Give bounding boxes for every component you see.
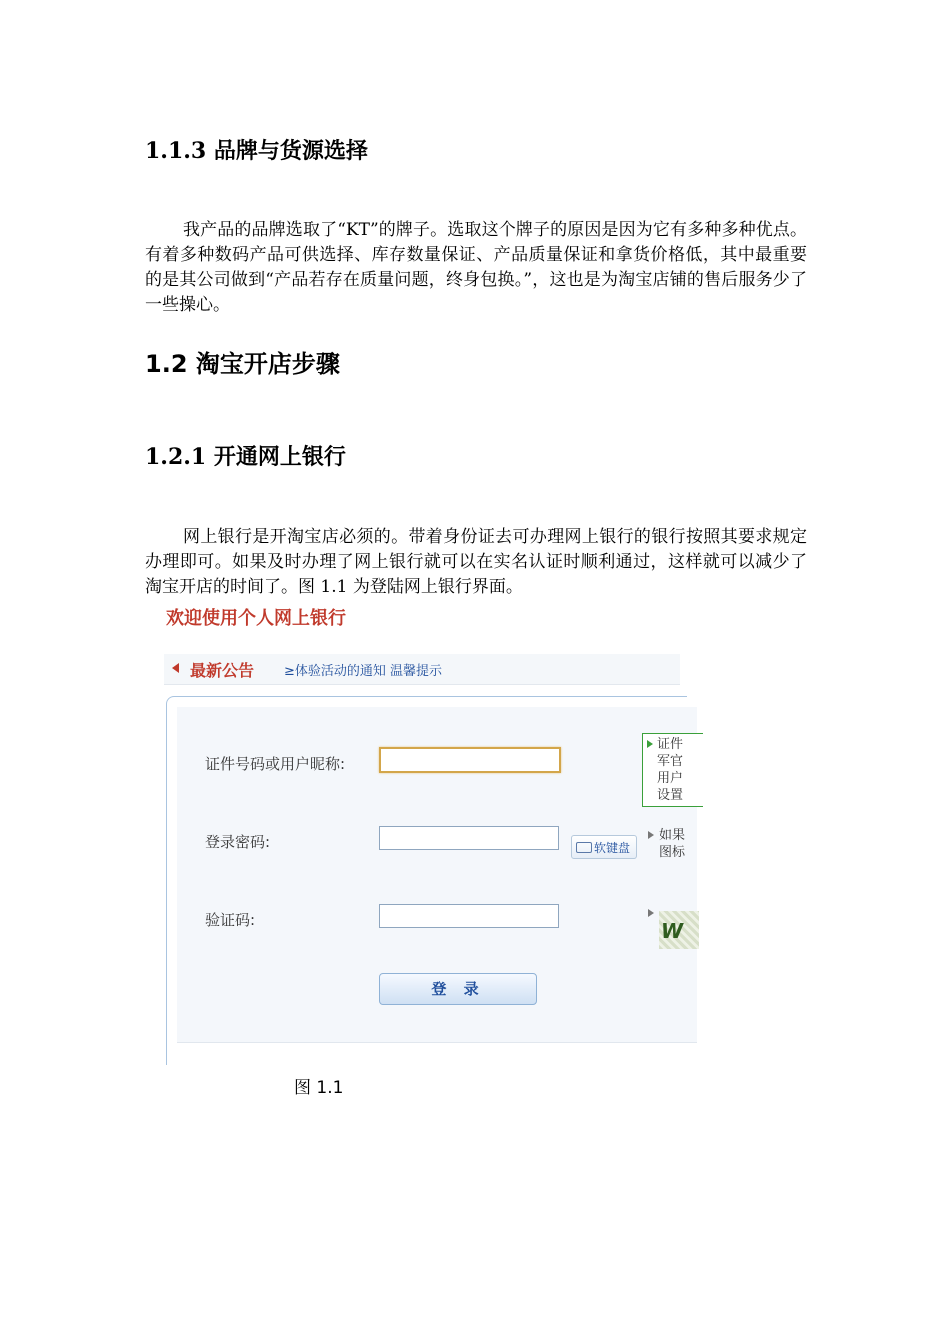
heading-1-2-1: 1.2.1 开通网上银行 [145, 444, 346, 470]
triangle-right-icon [648, 831, 654, 839]
figure-caption: 图 1.1 [294, 1078, 344, 1098]
heading-1-2: 1.2 淘宝开店步骤 [145, 350, 340, 378]
tip-box [642, 733, 703, 807]
login-panel [166, 696, 687, 1065]
keyboard-icon [576, 842, 592, 853]
notice-title: 最新公告 [190, 661, 255, 680]
paragraph-brand: 我产品的品牌选取了“KT”的牌子。选取这个牌子的原因是因为它有多种多种优点。有着多种数码产品可供选择、库存数量保证、产品质量保证和拿货价格低，其中最重要的是其公司做到“产品若存在质量问题，终身包换。”，这也是为淘宝店铺的售后服务少了一些操心。 [145, 220, 807, 315]
captcha-label: 验证码: [205, 911, 256, 929]
tip-text: 证件 军官 用户 设置 [657, 737, 684, 803]
password-label: 登录密码: [205, 833, 271, 851]
id-label: 证件号码或用户昵称: [205, 755, 346, 773]
triangle-right-icon [648, 909, 654, 917]
password-note: 如果 图标 [659, 828, 686, 860]
paragraph-online-bank: 网上银行是开淘宝店必须的。带着身份证去可办理网上银行的银行按照其要求规定办理即可。如果及时办理了网上银行就可以在实名认证时顺利通过，这样就可以减少了淘宝开店的时间了。图 1.1 为登陆网上银行界面。 [145, 527, 807, 597]
welcome-title: 欢迎使用个人网上银行 [166, 608, 346, 629]
notice-link[interactable]: ≥体验活动的通知 温馨提示 [284, 664, 443, 679]
heading-1-1-3: 1.1.3 品牌与货源选择 [145, 138, 368, 164]
triangle-left-icon [172, 663, 179, 673]
login-button[interactable]: 登 录 [379, 973, 537, 1005]
login-form [177, 707, 697, 1043]
id-input[interactable] [379, 747, 561, 773]
captcha-image[interactable]: W [659, 911, 699, 949]
triangle-right-icon [647, 740, 653, 748]
captcha-input[interactable] [379, 904, 559, 928]
notice-bar [164, 654, 680, 685]
soft-keyboard-button[interactable]: 软键盘 [571, 835, 637, 859]
password-input[interactable] [379, 826, 559, 850]
bank-login-screenshot [160, 600, 686, 1064]
